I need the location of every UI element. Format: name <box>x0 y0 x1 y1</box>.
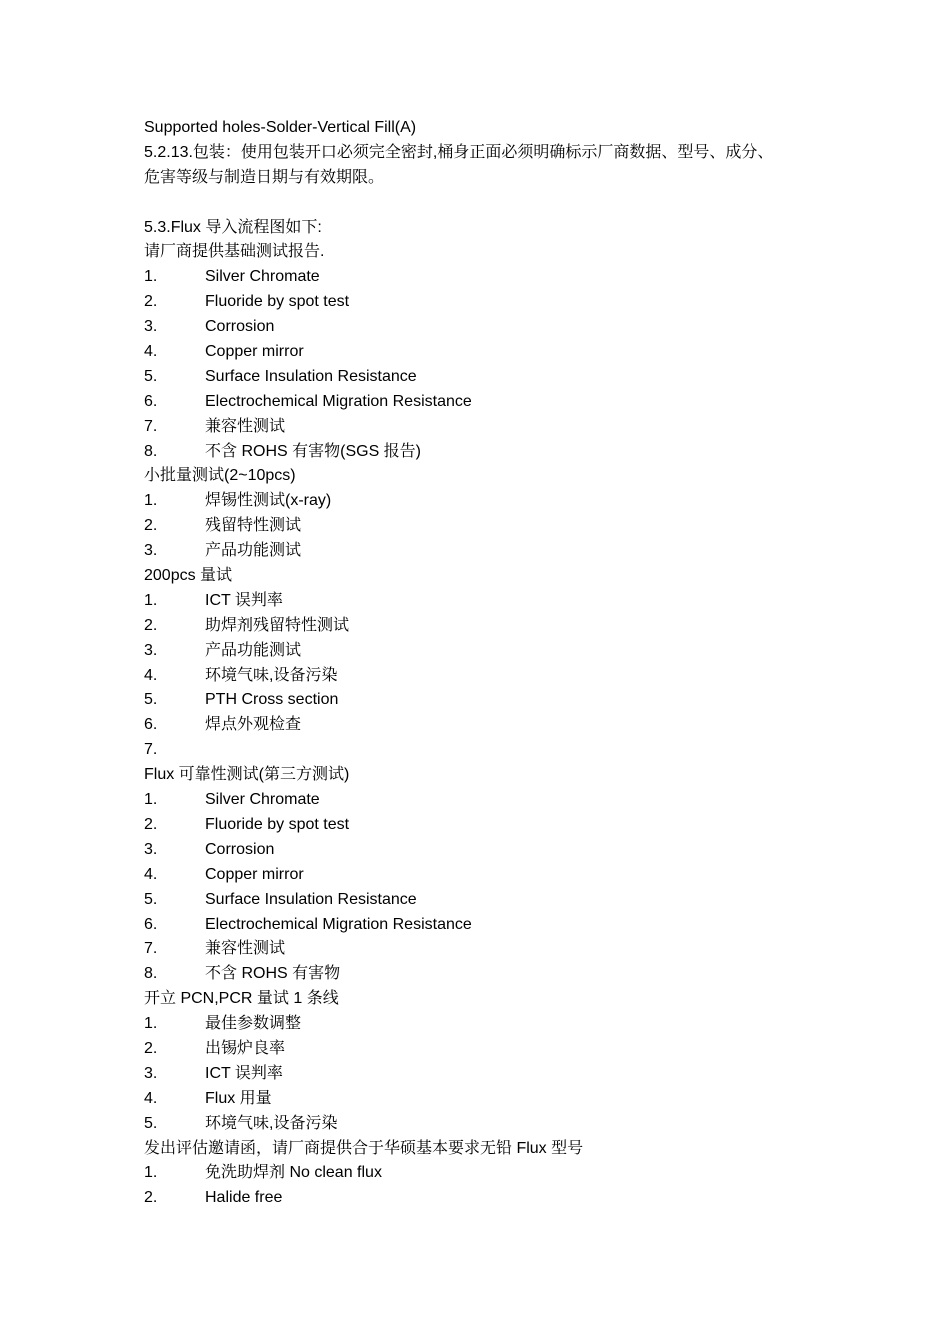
list-item-number: 6. <box>144 915 158 933</box>
list-item <box>144 340 814 365</box>
intro-line-2: 5.2.13.包装：使用包装开口必须完全密封,桶身正面必须明确标示厂商数据、型号、成分、 <box>144 143 774 161</box>
list-item <box>144 664 814 689</box>
list-item-number: 2. <box>144 517 158 535</box>
intro-line-1: Supported holes-Solder-Vertical Fill(A) <box>144 119 417 136</box>
list-item-text: PTH Cross section <box>205 691 339 709</box>
list-item-text: Copper mirror <box>205 343 304 361</box>
list-item-number: 5. <box>144 890 158 908</box>
list-item <box>144 838 814 863</box>
list-item-number: 1. <box>144 1164 158 1182</box>
list-item-text: 最佳参数调整 <box>205 1015 302 1033</box>
list-item-number: 2. <box>144 1039 158 1057</box>
list-item-number: 5. <box>144 691 158 709</box>
group-heading: Flux 可靠性测试(第三方测试) <box>144 766 350 784</box>
list-item-number: 3. <box>144 542 158 560</box>
list-item-number: 7. <box>144 417 158 435</box>
list-item-text: Halide free <box>205 1189 283 1207</box>
list-item-text: 产品功能测试 <box>205 641 302 659</box>
list-item <box>144 415 814 440</box>
list-item-number: 6. <box>144 716 158 734</box>
list-item <box>144 1037 814 1062</box>
list-item-text: 产品功能测试 <box>205 542 302 560</box>
list-item <box>144 639 814 664</box>
list-item-text: Surface Insulation Resistance <box>205 890 417 908</box>
list-item-number: 7. <box>144 940 158 958</box>
list-item-number: 8. <box>144 965 158 983</box>
list-item-number: 2. <box>144 616 158 634</box>
list-item <box>144 589 814 614</box>
list-item <box>144 1062 814 1087</box>
list-item-text: Corrosion <box>205 318 275 336</box>
list-item-text: 不含 ROHS 有害物 <box>205 965 341 983</box>
list-item-text: 环境气味,设备污染 <box>205 1114 338 1132</box>
list-item <box>144 937 814 962</box>
blank-line <box>144 191 814 216</box>
list-item-number: 3. <box>144 318 158 336</box>
section-title: 5.3.Flux 导入流程图如下: <box>144 218 322 236</box>
list-item-number: 3. <box>144 840 158 858</box>
list-item <box>144 1112 814 1137</box>
list-item-text: 助焊剂残留特性测试 <box>205 616 350 634</box>
list-item-number: 6. <box>144 392 158 410</box>
list-item-text: ICT 误判率 <box>205 1064 283 1082</box>
list-item-number: 5. <box>144 1114 158 1132</box>
list-item <box>144 713 814 738</box>
list-item <box>144 614 814 639</box>
list-item-number: 3. <box>144 1064 158 1082</box>
list-item-text: 不含 ROHS 有害物(SGS 报告) <box>205 442 422 460</box>
list-item-text: Fluoride by spot test <box>205 815 350 833</box>
list-item <box>144 489 814 514</box>
list-item-text: Electrochemical Migration Resistance <box>205 392 472 410</box>
list-item-text: 焊点外观检查 <box>205 716 302 734</box>
list-item-text: Surface Insulation Resistance <box>205 367 417 385</box>
list-item-text: Copper mirror <box>205 865 304 883</box>
list-item <box>144 788 814 813</box>
list-item <box>144 390 814 415</box>
list-item-text: Fluoride by spot test <box>205 293 350 311</box>
list-item <box>144 1012 814 1037</box>
list-item <box>144 888 814 913</box>
list-item-number: 2. <box>144 293 158 311</box>
list-item-number: 8. <box>144 442 158 460</box>
list-item <box>144 265 814 290</box>
list-item-text: 免洗助焊剂 No clean flux <box>205 1164 382 1182</box>
list-item <box>144 440 814 465</box>
list-item-number: 5. <box>144 367 158 385</box>
list-item-number: 2. <box>144 815 158 833</box>
list-item-number: 7. <box>144 741 158 759</box>
list-item <box>144 365 814 390</box>
group-heading: 小批量测试(2~10pcs) <box>144 467 296 485</box>
list-item-text: ICT 误判率 <box>205 591 283 609</box>
document-page <box>144 116 814 1211</box>
list-item-number: 1. <box>144 791 158 809</box>
list-item-text: Silver Chromate <box>205 268 320 286</box>
list-item-text: Corrosion <box>205 840 275 858</box>
list-item <box>144 1161 814 1186</box>
list-item-text: 兼容性测试 <box>205 940 286 958</box>
list-item-text: 环境气味,设备污染 <box>205 666 338 684</box>
list-item <box>144 913 814 938</box>
group-heading: 开立 PCN,PCR 量试 1 条线 <box>144 990 339 1008</box>
list-item-text: Electrochemical Migration Resistance <box>205 915 472 933</box>
list-item <box>144 539 814 564</box>
list-item-number: 4. <box>144 1089 158 1107</box>
list-item <box>144 1186 814 1211</box>
list-item-number: 1. <box>144 492 158 510</box>
group-heading: 请厂商提供基础测试报告. <box>144 243 325 261</box>
list-item-number: 2. <box>144 1189 158 1207</box>
list-item <box>144 1087 814 1112</box>
group-heading: 200pcs 量试 <box>144 567 233 585</box>
list-item <box>144 688 814 713</box>
list-item <box>144 514 814 539</box>
list-item-text: Silver Chromate <box>205 791 320 809</box>
list-item-number: 4. <box>144 865 158 883</box>
list-item-number: 4. <box>144 666 158 684</box>
list-item-text: 残留特性测试 <box>205 517 302 535</box>
list-item-text: 出锡炉良率 <box>205 1039 286 1057</box>
list-item-text: 焊锡性测试(x-ray) <box>205 492 332 510</box>
flow-groups <box>144 240 814 1211</box>
list-item-number: 1. <box>144 1015 158 1033</box>
intro-line-3: 危害等级与制造日期与有效期限。 <box>144 168 385 186</box>
list-item-number: 1. <box>144 591 158 609</box>
list-item <box>144 813 814 838</box>
list-item <box>144 863 814 888</box>
list-item <box>144 738 814 763</box>
list-item-number: 4. <box>144 343 158 361</box>
list-item <box>144 315 814 340</box>
list-item-number: 3. <box>144 641 158 659</box>
list-item <box>144 290 814 315</box>
group-heading: 发出评估邀请函，请厂商提供合于华硕基本要求无铅 Flux 型号 <box>144 1139 584 1157</box>
list-item-number: 1. <box>144 268 158 286</box>
list-item <box>144 962 814 987</box>
list-item-text: Flux 用量 <box>205 1089 272 1107</box>
list-item-text: 兼容性测试 <box>205 417 286 435</box>
